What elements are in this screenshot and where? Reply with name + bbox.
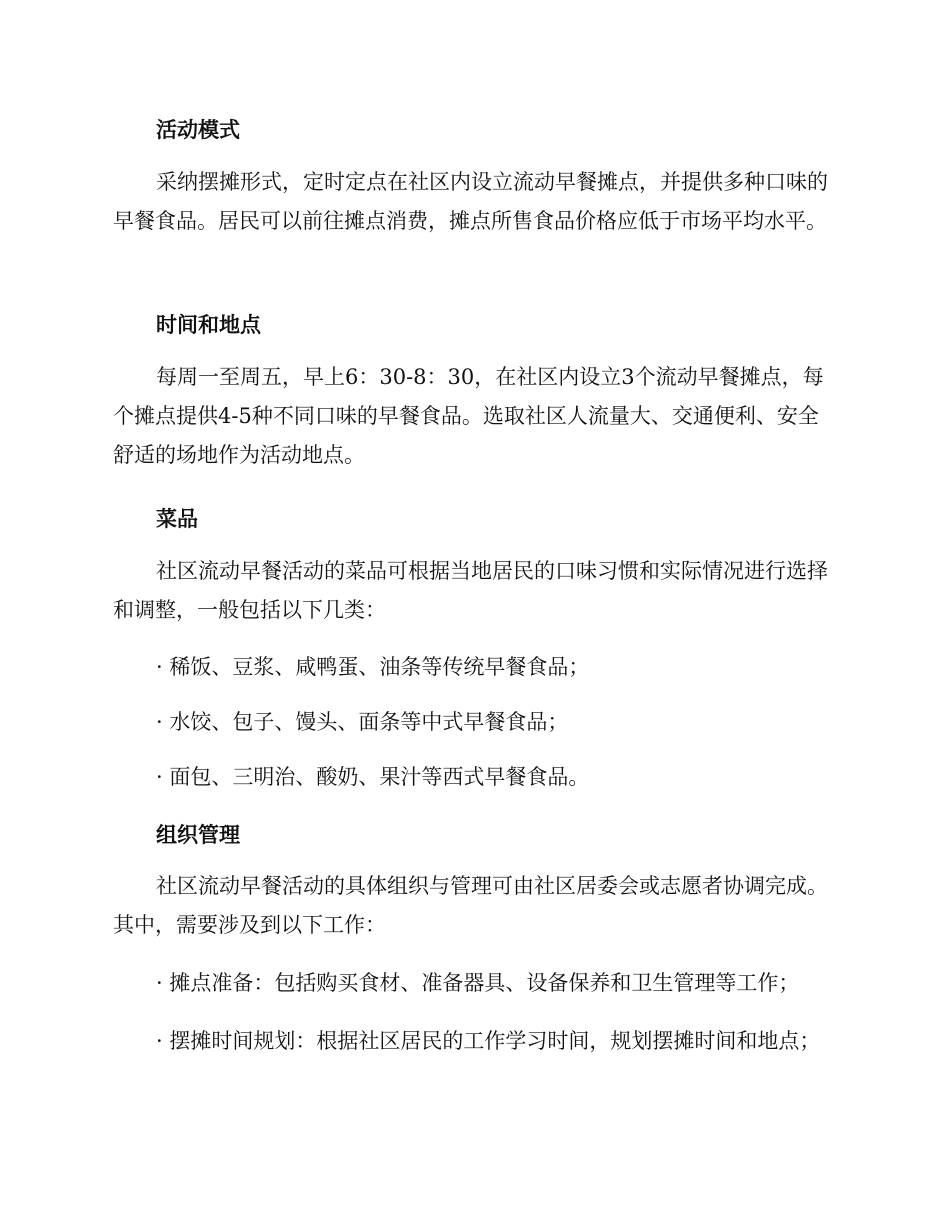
paragraph-organization: 社区流动早餐活动的具体组织与管理可由社区居委会或志愿者协调完成。其中，需要涉及到以下工作： — [113, 874, 828, 937]
heading-time-place: 时间和地点 — [156, 312, 261, 337]
list-item-stall-prep: · 摊点准备：包括购买食材、准备器具、设备保养和卫生管理等工作； — [156, 971, 800, 995]
list-item-chinese: · 水饺、包子、馒头、面条等中式早餐食品； — [156, 710, 569, 734]
paragraph-activity-mode: 采纳摆摊形式，定时定点在社区内设立流动早餐摊点，并提供多种口味的早餐食品。居民可以前往摊点消费，摊点所售食品价格应低于市场平均水平。 — [113, 170, 828, 233]
heading-activity-mode: 活动模式 — [156, 117, 240, 142]
list-item-traditional: · 稀饭、豆浆、咸鸭蛋、油条等传统早餐食品； — [156, 655, 590, 679]
list-item-western: · 面包、三明治、酸奶、果汁等西式早餐食品。 — [156, 765, 590, 789]
heading-dishes: 菜品 — [156, 506, 198, 531]
heading-organization: 组织管理 — [156, 822, 240, 847]
paragraph-time-place: 每周一至周五，早上6：30-8：30，在社区内设立3个流动早餐摊点，每个摊点提供4-5种不同口味的早餐食品。选取社区人流量大、交通便利、安全舒适的场地作为活动地点。 — [113, 365, 824, 467]
list-item-schedule: · 摆摊时间规划：根据社区居民的工作学习时间，规划摆摊时间和地点； — [156, 1029, 821, 1053]
paragraph-dishes: 社区流动早餐活动的菜品可根据当地居民的口味习惯和实际情况进行选择和调整，一般包括以下几类： — [113, 559, 828, 622]
